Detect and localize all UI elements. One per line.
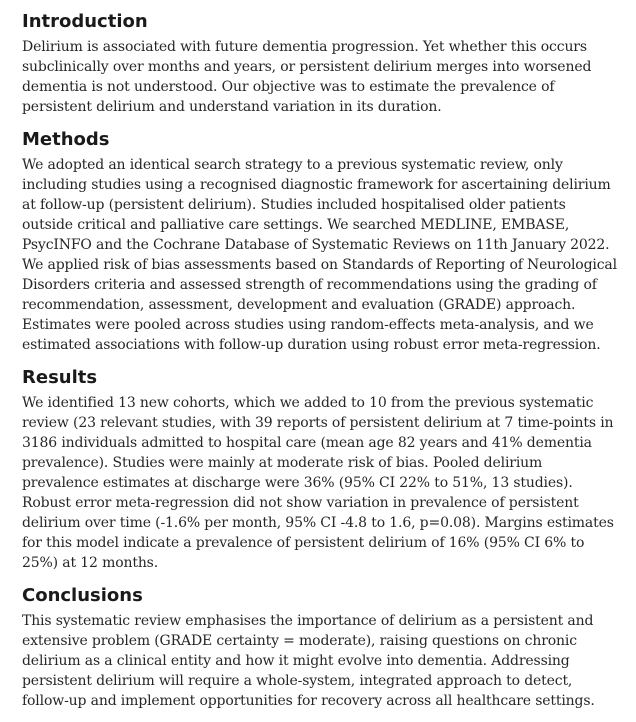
section-methods — [22, 128, 618, 355]
section-results — [22, 366, 618, 573]
methods-text: We adopted an identical search strategy to a previous systematic review, only including studies using a recognised diagnostic framework for ascertaining delirium at follow-up (persistent delirium). Studies included hospitalised older patients outside critical and palliative care settings. We searched MEDLINE, EMBASE, PsycINFO and the Cochrane Database of Systematic Reviews on 11th January 2022. We applied risk of bias assessments based on Standards of Reporting of Neurological Disorders criteria and assessed strength of recommendations using the grading of recommendation, assessment, development and evaluation (GRADE) approach. Estimates were pooled across studies using random-effects meta-analysis, and we estimated associations with follow-up duration using robust error meta-regression. — [22, 157, 617, 353]
results-text: We identified 13 new cohorts, which we added to 10 from the previous systematic review (23 relevant studies, with 39 reports of persistent delirium at 7 time-points in 3186 individuals admitted to hospital care (mean age 82 years and 41% dementia prevalence). Studies were mainly at moderate risk of bias. Pooled delirium prevalence estimates at discharge were 36% (95% CI 22% to 51%, 13 studies). Robust error meta-regression did not show variation in prevalence of persistent delirium over time (-1.6% per month, 95% CI -4.8 to 1.6, p=0.08). Margins estimates for this model indicate a prevalence of persistent delirium of 16% (95% CI 6% to 25%) at 12 months. — [22, 395, 614, 571]
abstract — [22, 10, 618, 722]
methods-heading: Methods — [22, 129, 110, 150]
conclusions-heading: Conclusions — [22, 585, 143, 606]
section-conclusions — [22, 584, 618, 711]
section-introduction — [22, 10, 618, 117]
results-heading: Results — [22, 367, 98, 388]
conclusions-text: This systematic review emphasises the importance of delirium as a persistent and extensive problem (GRADE certainty = moderate), raising questions on chronic delirium as a clinical entity and how it might evolve into dementia. Addressing persistent delirium will require a whole-system, integrated approach to detect, follow-up and implement opportunities for recovery across all healthcare settings. — [22, 613, 595, 709]
introduction-text: Delirium is associated with future dementia progression. Yet whether this occurs subclinically over months and years, or persistent delirium merges into worsened dementia is not understood. Our objective was to estimate the prevalence of persistent delirium and understand variation in its duration. — [22, 39, 592, 115]
introduction-heading: Introduction — [22, 11, 148, 32]
